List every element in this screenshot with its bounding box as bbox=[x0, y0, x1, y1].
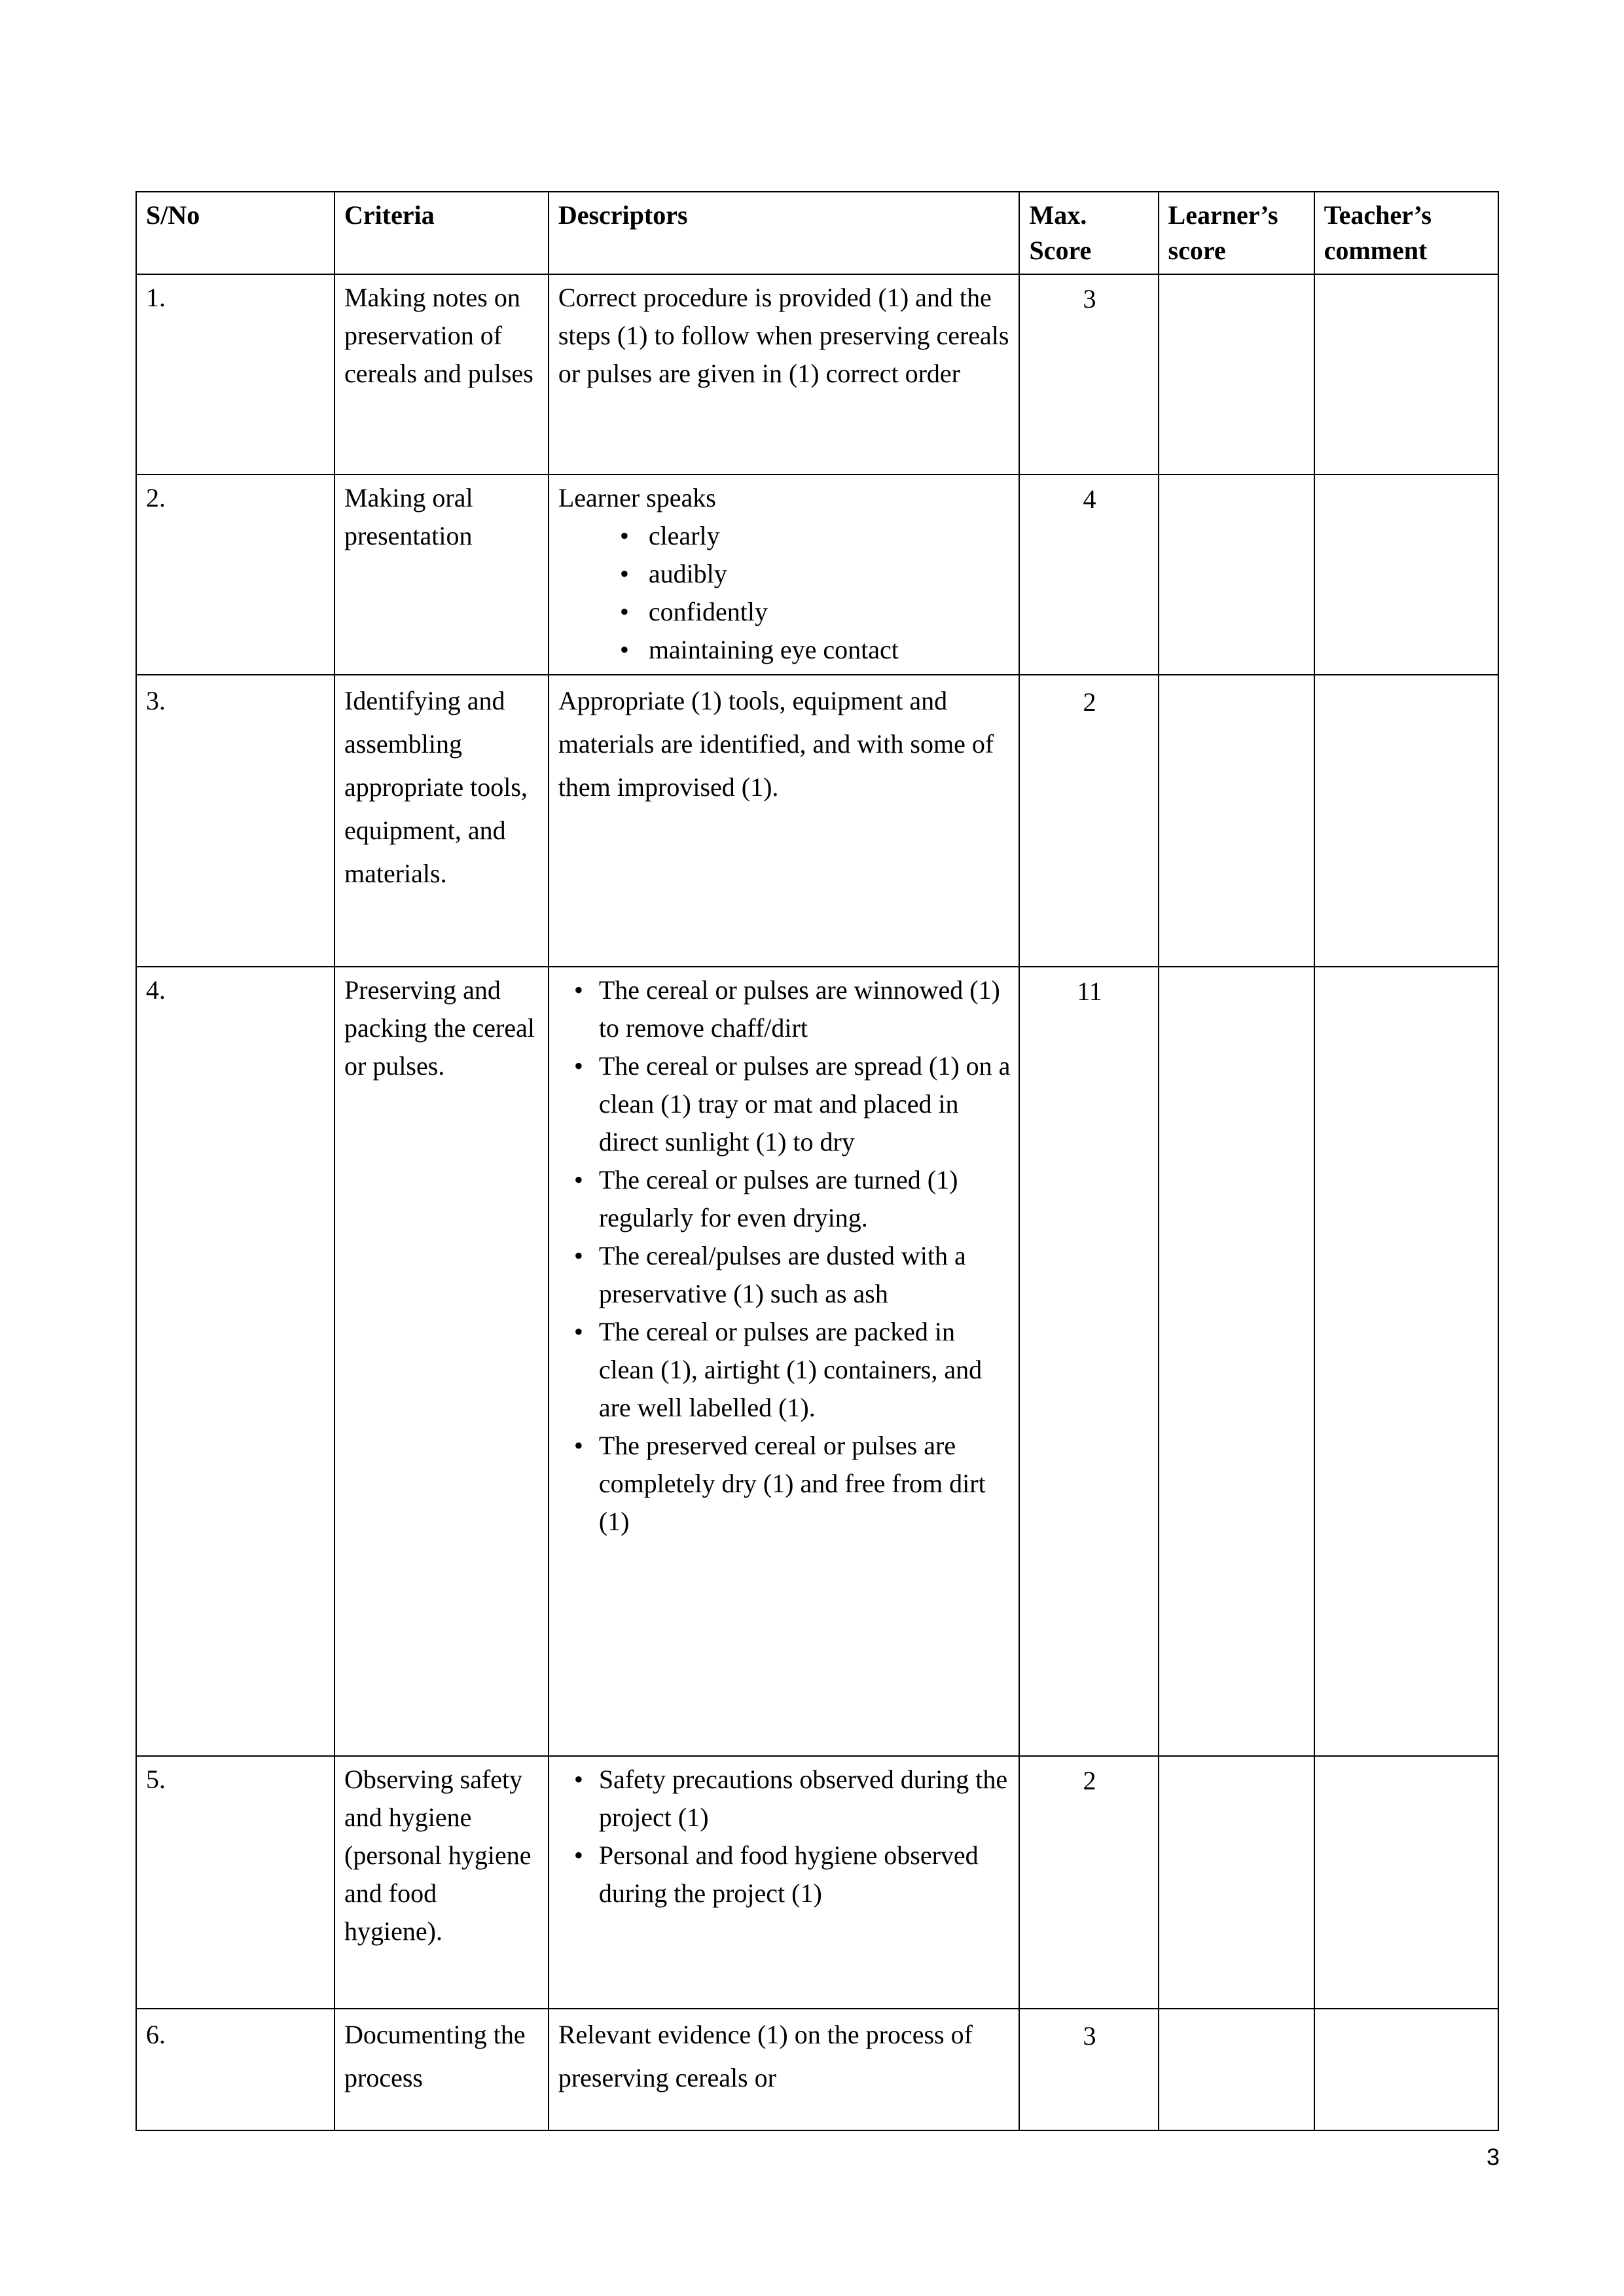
table-header-row bbox=[136, 192, 1498, 274]
row-sno: 6. bbox=[136, 2009, 334, 2130]
row-sno: 2. bbox=[136, 475, 334, 675]
descriptor-text: Appropriate (1) tools, equipment and materials are identified, and with some of them improvised (1). bbox=[558, 686, 994, 802]
row-sno: 3. bbox=[136, 675, 334, 967]
row-teacher-comment[interactable] bbox=[1314, 1756, 1498, 2009]
list-item: • Personal and food hygiene observed during the project (1) bbox=[558, 1837, 1011, 1912]
row-criteria: Making notes on preservation of cereals and pulses bbox=[334, 274, 549, 475]
row-max-score bbox=[1019, 967, 1158, 1756]
row-descriptors bbox=[549, 1756, 1020, 2009]
column-header-max-score: Max. Score bbox=[1019, 192, 1158, 274]
list-item: • The cereal/pulses are dusted with a preservative (1) such as ash bbox=[558, 1237, 1011, 1313]
max-score-value: 3 bbox=[1083, 2021, 1096, 2051]
column-header-criteria: Criteria bbox=[334, 192, 549, 274]
descriptor-bullet-list bbox=[558, 517, 1011, 669]
row-learner-score[interactable] bbox=[1159, 274, 1314, 475]
descriptor-bullet-list bbox=[558, 1761, 1011, 1912]
descriptor-bullet-list bbox=[558, 971, 1011, 1541]
assessment-rubric-table bbox=[135, 191, 1499, 2131]
row-descriptors bbox=[549, 475, 1020, 675]
list-item: • The cereal or pulses are spread (1) on a clean (1) tray or mat and placed in direct sunlight (1) to dry bbox=[558, 1047, 1011, 1161]
row-sno: 4. bbox=[136, 967, 334, 1756]
column-header-descriptors: Descriptors bbox=[549, 192, 1020, 274]
row-criteria: Making oral presentation bbox=[334, 475, 549, 675]
max-score-value: 11 bbox=[1077, 977, 1102, 1006]
list-item: • confidently bbox=[558, 593, 1011, 631]
table-row bbox=[136, 675, 1498, 967]
row-max-score bbox=[1019, 675, 1158, 967]
list-item: • audibly bbox=[558, 555, 1011, 593]
row-sno: 5. bbox=[136, 1756, 334, 2009]
descriptor-text: Learner speaks bbox=[558, 483, 716, 512]
max-score-value: 2 bbox=[1083, 687, 1096, 717]
max-score-value: 2 bbox=[1083, 1766, 1096, 1795]
descriptor-text: Correct procedure is provided (1) and the steps (1) to follow when preserving cereals or pulses are given in (1) correct order bbox=[558, 283, 1009, 388]
page-number: 3 bbox=[1486, 2144, 1500, 2170]
row-learner-score[interactable] bbox=[1159, 475, 1314, 675]
list-item: • The preserved cereal or pulses are completely dry (1) and free from dirt (1) bbox=[558, 1427, 1011, 1541]
row-criteria: Observing safety and hygiene (personal hygiene and food hygiene). bbox=[334, 1756, 549, 2009]
row-teacher-comment[interactable] bbox=[1314, 475, 1498, 675]
row-teacher-comment[interactable] bbox=[1314, 274, 1498, 475]
row-criteria: Identifying and assembling appropriate tools, equipment, and materials. bbox=[334, 675, 549, 967]
table-row bbox=[136, 274, 1498, 475]
row-max-score bbox=[1019, 274, 1158, 475]
row-learner-score[interactable] bbox=[1159, 1756, 1314, 2009]
row-criteria: Preserving and packing the cereal or pulses. bbox=[334, 967, 549, 1756]
descriptor-text: Relevant evidence (1) on the process of preserving cereals or bbox=[558, 2020, 973, 2092]
row-teacher-comment[interactable] bbox=[1314, 675, 1498, 967]
max-score-value: 4 bbox=[1083, 484, 1096, 514]
list-item: • clearly bbox=[558, 517, 1011, 555]
table-row bbox=[136, 2009, 1498, 2130]
table-row bbox=[136, 1756, 1498, 2009]
list-item: • The cereal or pulses are winnowed (1) to remove chaff/dirt bbox=[558, 971, 1011, 1047]
row-learner-score[interactable] bbox=[1159, 2009, 1314, 2130]
column-header-learner-score: Learner’s score bbox=[1159, 192, 1314, 274]
column-header-sno: S/No bbox=[136, 192, 334, 274]
list-item: • The cereal or pulses are packed in clean (1), airtight (1) containers, and are well labelled (1). bbox=[558, 1313, 1011, 1427]
row-learner-score[interactable] bbox=[1159, 967, 1314, 1756]
row-max-score bbox=[1019, 475, 1158, 675]
list-item: • Safety precautions observed during the project (1) bbox=[558, 1761, 1011, 1837]
row-descriptors bbox=[549, 967, 1020, 1756]
list-item: • The cereal or pulses are turned (1) regularly for even drying. bbox=[558, 1161, 1011, 1237]
row-max-score bbox=[1019, 1756, 1158, 2009]
row-sno: 1. bbox=[136, 274, 334, 475]
row-descriptors bbox=[549, 2009, 1020, 2130]
table-row bbox=[136, 475, 1498, 675]
column-header-teacher-comment: Teacher’s comment bbox=[1314, 192, 1498, 274]
row-criteria: Documenting the process bbox=[334, 2009, 549, 2130]
row-descriptors bbox=[549, 675, 1020, 967]
row-descriptors bbox=[549, 274, 1020, 475]
row-max-score bbox=[1019, 2009, 1158, 2130]
list-item: • maintaining eye contact bbox=[558, 631, 1011, 669]
row-teacher-comment[interactable] bbox=[1314, 2009, 1498, 2130]
max-score-value: 3 bbox=[1083, 284, 1096, 314]
row-teacher-comment[interactable] bbox=[1314, 967, 1498, 1756]
table-row bbox=[136, 967, 1498, 1756]
row-learner-score[interactable] bbox=[1159, 675, 1314, 967]
